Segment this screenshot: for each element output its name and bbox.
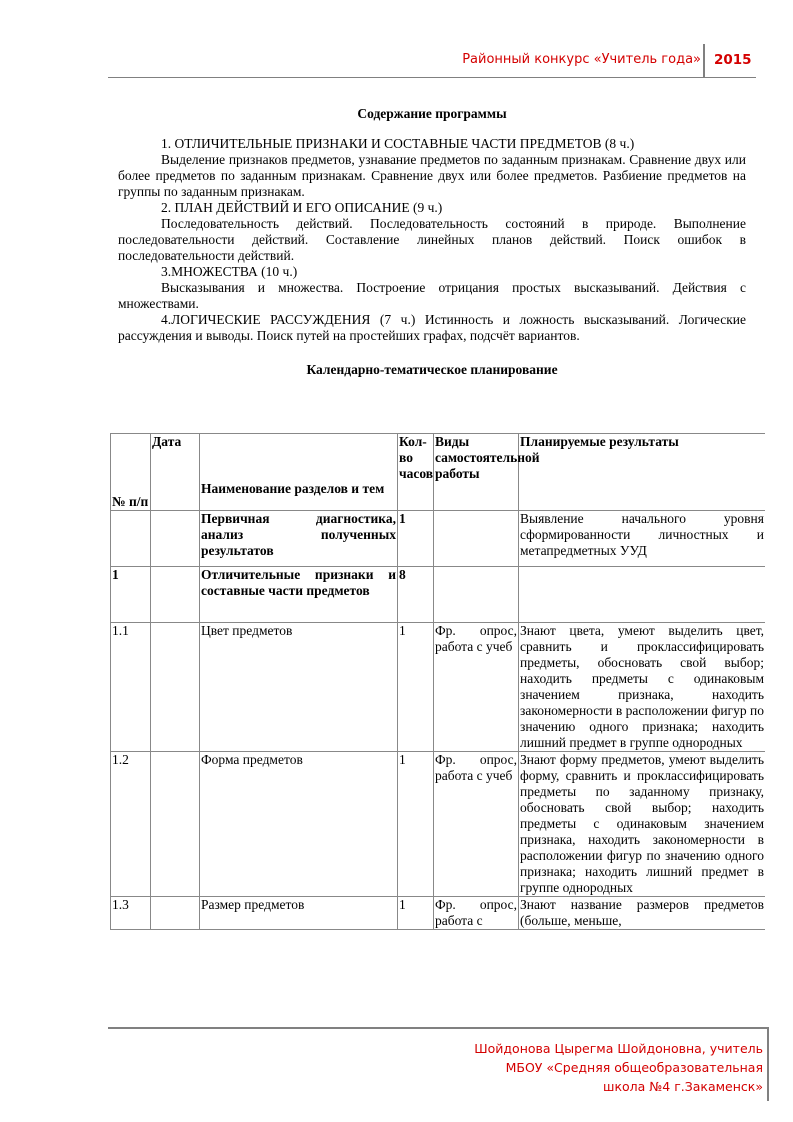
cell-results: Знают цвета, умеют выделить цвет, сравнить и проклассифицировать предметы, обосновать свой выбор; находить предметы с одинаковым значением признака, находить закономерности в расположении фигур по значению одного признака; находить лишний предмет в группе однородных [520, 623, 764, 750]
cell-num: 1.3 [111, 897, 151, 930]
header-contest-title: Районный конкурс «Учитель года» [462, 52, 701, 67]
section-text-3: Высказывания и множества. Построение отрицания простых высказываний. Действия с множествами. [118, 280, 746, 311]
section-heading-3: 3.МНОЖЕСТВА (10 ч.) [161, 264, 298, 279]
cell-name: Отличительные признаки и составные части предметов [200, 567, 398, 623]
cell-name: Размер предметов [200, 897, 398, 930]
footer-author-name: Шойдонова Цырегма Шойдоновна, учитель [474, 1041, 763, 1056]
cell-work: Фр. опрос, работа с [435, 897, 517, 928]
table-row [111, 623, 766, 752]
cell-date [151, 511, 200, 567]
cell-results [519, 567, 766, 623]
cell-name: Цвет предметов [200, 623, 398, 752]
cell-date [151, 897, 200, 930]
header-date: Дата [151, 434, 200, 511]
cell-num: 1.2 [111, 752, 151, 897]
header-results: Планируемые результаты [519, 434, 766, 511]
header-year: 2015 [714, 52, 752, 68]
section-text-1: Выделение признаков предметов, узнавание предметов по заданным признакам. Сравнение двух или более предметов по заданным признакам. Сравнение двух или более предметов. Разбиение предметов на группы по заданным признакам. [118, 152, 746, 199]
cell-name: Первичная диагностика, анализ полученных результатов [200, 511, 398, 567]
header-hours: Кол-во часов [398, 434, 434, 511]
cell-results: Знают форму предметов, умеют выделить форму, сравнить и проклассифицировать предметы по заданному признаку, обосновать свой выбор; находить предметы с одинаковым значением признака, находить закономерности в расположении фигур по значению одного признака; находить лишний предмет в группе однородных [520, 752, 764, 895]
cell-date [151, 567, 200, 623]
section-heading-2: 2. ПЛАН ДЕЙСТВИЙ И ЕГО ОПИСАНИЕ (9 ч.) [161, 200, 443, 215]
cell-name: Форма предметов [200, 752, 398, 897]
cell-num: 1 [111, 567, 151, 623]
cell-hours: 1 [398, 897, 434, 930]
cell-hours: 1 [398, 511, 434, 567]
header-num: № п/п [111, 434, 151, 511]
table-row [111, 897, 766, 930]
cell-num [111, 511, 151, 567]
footer-school-line2: школа №4 г.Закаменск» [603, 1079, 763, 1094]
cell-work: Фр. опрос, работа с учеб [434, 623, 519, 752]
cell-hours: 8 [398, 567, 434, 623]
cell-work [434, 511, 519, 567]
planning-table-wrapper [110, 433, 765, 1023]
cell-date [151, 623, 200, 752]
footer-divider [767, 1027, 769, 1101]
planning-table [110, 433, 765, 930]
cell-date [151, 752, 200, 897]
header-name: Наименование разделов и тем [200, 434, 398, 511]
cell-results: Знают название размеров предметов (больше, меньше, [520, 897, 764, 928]
cell-work: Фр. опрос, работа с учеб [434, 752, 519, 897]
header-divider [703, 44, 705, 77]
table-row [111, 511, 766, 567]
table-header-row [111, 434, 766, 511]
footer-author [433, 1039, 763, 1096]
cell-num: 1.1 [111, 623, 151, 752]
section-heading-1: 1. ОТЛИЧИТЕЛЬНЫЕ ПРИЗНАКИ И СОСТАВНЫЕ ЧАСТИ ПРЕДМЕТОВ (8 ч.) [161, 136, 635, 151]
header-work: Виды самостоятельной работы [434, 434, 519, 511]
footer-school-line1: МБОУ «Средняя общеобразовательная [505, 1060, 763, 1075]
table-row [111, 567, 766, 623]
cell-work [434, 567, 519, 623]
program-content [118, 106, 746, 390]
planning-title: Календарно-тематическое планирование [306, 362, 558, 377]
header-rule [108, 77, 756, 78]
section-text-4: 4.ЛОГИЧЕСКИЕ РАССУЖДЕНИЯ (7 ч.) Истинность и ложность высказываний. Логические рассуждения и выводы. Поиск путей на простейших графах, подсчёт вариантов. [118, 312, 746, 343]
table-row [111, 752, 766, 897]
section-text-2: Последовательность действий. Последовательность состояний в природе. Выполнение последовательности действий. Составление линейных планов действий. Поиск ошибок в последовательности действий. [118, 216, 746, 263]
cell-hours: 1 [398, 623, 434, 752]
program-title: Содержание программы [357, 106, 507, 121]
cell-hours: 1 [398, 752, 434, 897]
footer-rule [108, 1027, 768, 1029]
cell-results: Выявление начального уровня сформированности личностных и метапредметных УУД [519, 511, 766, 567]
